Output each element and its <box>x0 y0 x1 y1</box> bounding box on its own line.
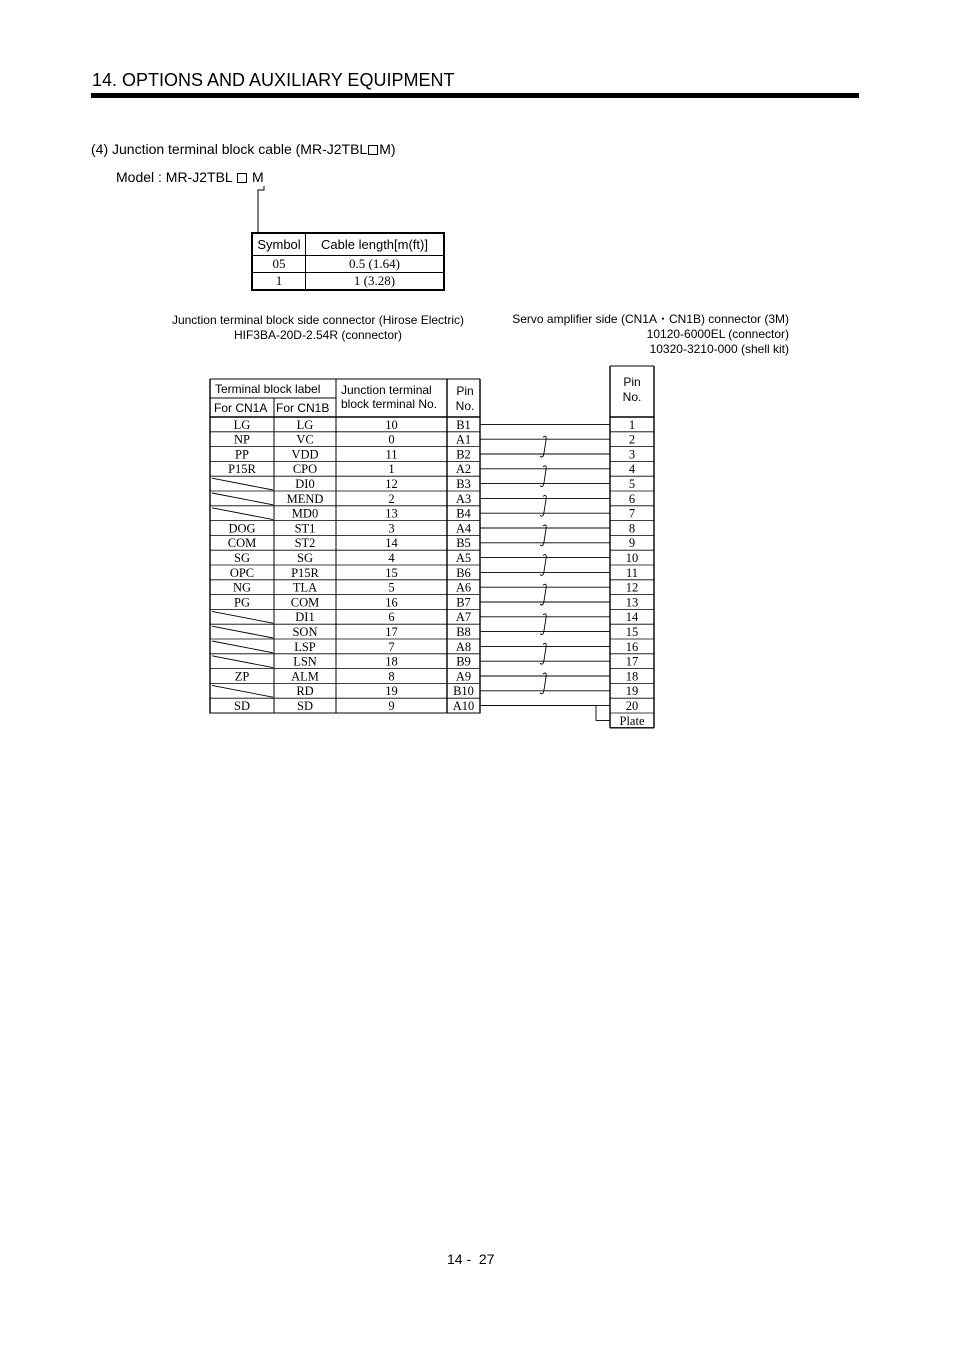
pin-number: B3 <box>456 477 471 491</box>
caption-line: Junction terminal block side connector (Hirose Electric) <box>171 313 465 327</box>
cn1b-label: CPO <box>292 462 318 477</box>
servo-pin: 7 <box>628 506 636 521</box>
junction-terminal-header-line2: block terminal No. <box>341 397 438 411</box>
pin-number: A10 <box>452 699 475 713</box>
servo-pin: 8 <box>628 521 636 536</box>
table-row <box>212 610 471 624</box>
pin-number: A3 <box>455 491 472 506</box>
wires <box>480 424 610 720</box>
pin-number: B5 <box>456 536 471 551</box>
cn1b-label: SG <box>297 551 313 565</box>
wiring-table-headers <box>214 375 641 415</box>
unused-diagonal <box>212 478 273 490</box>
cn1b-label: SON <box>292 625 318 639</box>
cn1b-label: VDD <box>291 447 319 462</box>
cn1b-label: COM <box>290 595 320 610</box>
servo-pin: 11 <box>625 565 639 580</box>
cn1a-label: COM <box>227 536 257 551</box>
terminal-number: 4 <box>388 551 395 565</box>
cn1b-label: ST2 <box>294 536 316 551</box>
cn1b-label: MD0 <box>291 506 319 521</box>
pin-number: B2 <box>456 447 471 462</box>
cn1b-label: SD <box>297 699 313 713</box>
cn1b-label: TLA <box>292 580 318 595</box>
page-number: 14 - 27 <box>447 1251 495 1267</box>
cn1b-label: LSP <box>294 639 316 654</box>
cn1a-label: PP <box>235 447 249 462</box>
terminal-number: 8 <box>388 669 395 684</box>
table-row <box>212 684 474 698</box>
cn1b-label: ST1 <box>294 521 316 536</box>
pin-number: B10 <box>453 684 474 699</box>
cn1b-label: LSN <box>293 654 317 669</box>
table-row <box>235 447 471 461</box>
cn1a-label: P15R <box>228 462 256 477</box>
cn1a-label: SD <box>234 699 250 713</box>
terminal-number: 12 <box>385 477 398 491</box>
servo-pin: 14 <box>625 610 639 625</box>
cn1b-label: DI1 <box>295 610 315 625</box>
table-row <box>212 477 471 491</box>
servo-pin-header-line2: No. <box>622 390 642 404</box>
pin-number: B8 <box>456 625 471 639</box>
pin-number: A2 <box>455 462 472 477</box>
terminal-number: 17 <box>385 625 398 639</box>
pin-number: A5 <box>455 551 472 565</box>
caption-line: 10120-6000EL (connector) <box>646 327 789 341</box>
servo-pin: 10 <box>625 551 639 565</box>
cn1a-label: LG <box>233 417 251 432</box>
table-grid <box>210 366 654 728</box>
table-row <box>212 492 471 506</box>
cn1a-label: OPC <box>229 565 255 580</box>
terminal-number: 3 <box>388 521 395 536</box>
servo-pin: 1 <box>628 417 636 432</box>
servo-pin: 2 <box>628 432 636 447</box>
pin-number: A1 <box>455 432 472 447</box>
junction-terminal-header-line1: Junction terminal <box>341 383 432 397</box>
terminal-number: 6 <box>388 610 395 625</box>
table-row <box>234 699 474 713</box>
table-row <box>212 625 471 639</box>
cn1a-label: NG <box>232 580 252 595</box>
terminal-number: 19 <box>385 684 398 699</box>
terminal-number: 7 <box>388 639 395 654</box>
pin-header-line2: No. <box>455 399 475 413</box>
unused-diagonal <box>212 611 273 623</box>
section-title-prefix: (4) Junction terminal block cable (MR-J2TBL <box>91 141 368 157</box>
page-header-title: 14. OPTIONS AND AUXILIARY EQUIPMENT <box>92 70 455 90</box>
shield-wire <box>480 706 610 721</box>
cn1b-label: RD <box>296 684 314 699</box>
table-row <box>233 581 471 595</box>
terminal-number: 13 <box>385 506 398 521</box>
table-row <box>235 669 471 683</box>
pin-number: B7 <box>456 595 471 610</box>
section-title-suffix: M) <box>379 141 396 157</box>
cn1b-label: DI0 <box>295 477 315 491</box>
servo-pin-column <box>620 418 645 728</box>
model-prefix: Model : MR-J2TBL <box>116 169 233 185</box>
servo-pin: 9 <box>628 536 636 551</box>
symbol-header: Symbol <box>252 233 306 256</box>
length-cell: 1 (3.28) <box>306 273 445 291</box>
pin-number: A9 <box>455 669 472 684</box>
symbol-cell: 05 <box>252 256 306 273</box>
cn1b-label: P15R <box>291 565 319 580</box>
length-cell: 0.5 (1.64) <box>306 256 445 273</box>
caption-line: HIF3BA-20D-2.54R (connector) <box>233 328 403 342</box>
unused-diagonal <box>212 656 273 668</box>
servo-pin: 16 <box>625 639 639 654</box>
servo-pin: 20 <box>625 699 639 713</box>
servo-pin: 3 <box>628 447 636 462</box>
cn1b-label: VC <box>296 432 314 447</box>
model-suffix: M <box>248 169 264 185</box>
for-cn1a-header: For CN1A <box>214 401 268 415</box>
terminal-number: 11 <box>385 447 398 462</box>
table-row <box>212 640 471 654</box>
servo-pin: 15 <box>625 625 639 639</box>
table-row <box>228 462 471 476</box>
servo-pin-header-line1: Pin <box>623 375 641 389</box>
table-row <box>230 566 471 580</box>
terminal-number: 1 <box>388 462 395 477</box>
pin-number: B6 <box>456 565 471 580</box>
terminal-number: 0 <box>388 432 395 447</box>
symbol-cell: 1 <box>252 273 306 291</box>
unused-diagonal <box>212 508 273 520</box>
servo-pin: 17 <box>625 654 639 669</box>
for-cn1b-header: For CN1B <box>276 401 330 415</box>
caption-line: 10320-3210-000 (shell kit) <box>649 342 789 356</box>
servo-pin: 12 <box>625 580 639 595</box>
pin-number: B1 <box>456 417 471 432</box>
cn1a-label: NP <box>234 432 250 447</box>
cable-length-header: Cable length[m(ft)] <box>306 233 445 256</box>
terminal-number: 16 <box>385 595 398 610</box>
pin-number: A6 <box>455 580 472 595</box>
servo-pin: Plate <box>619 713 645 728</box>
servo-pin: 6 <box>628 491 636 506</box>
pin-number: B9 <box>456 654 471 669</box>
cn1a-label: DOG <box>228 521 256 536</box>
terminal-number: 14 <box>385 536 398 551</box>
table-row <box>234 433 471 447</box>
terminal-number: 5 <box>388 580 395 595</box>
pin-number: B4 <box>456 506 471 521</box>
unused-diagonal <box>212 641 273 653</box>
table-row <box>212 655 471 669</box>
terminal-label-header: Terminal block label <box>215 382 321 396</box>
unused-diagonal <box>212 493 273 505</box>
cn1b-label: LG <box>296 417 314 432</box>
cn1a-label: SG <box>234 551 250 565</box>
terminal-number: 2 <box>388 491 395 506</box>
table-row <box>234 551 471 565</box>
pin-number: A8 <box>455 639 472 654</box>
servo-pin: 13 <box>625 595 639 610</box>
pin-header-line1: Pin <box>456 384 474 398</box>
servo-pin: 18 <box>625 669 639 684</box>
table-row <box>212 507 472 521</box>
terminal-number: 9 <box>388 699 395 713</box>
table-row <box>234 418 471 432</box>
cn1a-label: PG <box>234 595 250 610</box>
terminal-number: 15 <box>385 565 398 580</box>
terminal-number: 18 <box>385 654 398 669</box>
cn1a-label: ZP <box>234 669 250 684</box>
pin-number: A7 <box>455 610 472 625</box>
unused-diagonal <box>212 626 273 638</box>
table-row <box>228 521 471 535</box>
table-row <box>228 536 471 550</box>
table-row <box>234 595 471 609</box>
pin-number: A4 <box>455 521 472 536</box>
unused-diagonal <box>212 685 273 697</box>
servo-pin: 19 <box>625 684 639 699</box>
servo-pin: 4 <box>628 462 636 477</box>
servo-pin: 5 <box>628 477 636 491</box>
cn1b-label: ALM <box>291 669 319 684</box>
caption-line: Servo amplifier side (CN1A・CN1B) connector (3M) <box>512 312 789 326</box>
terminal-number: 10 <box>385 417 398 432</box>
cn1b-label: MEND <box>286 491 324 506</box>
